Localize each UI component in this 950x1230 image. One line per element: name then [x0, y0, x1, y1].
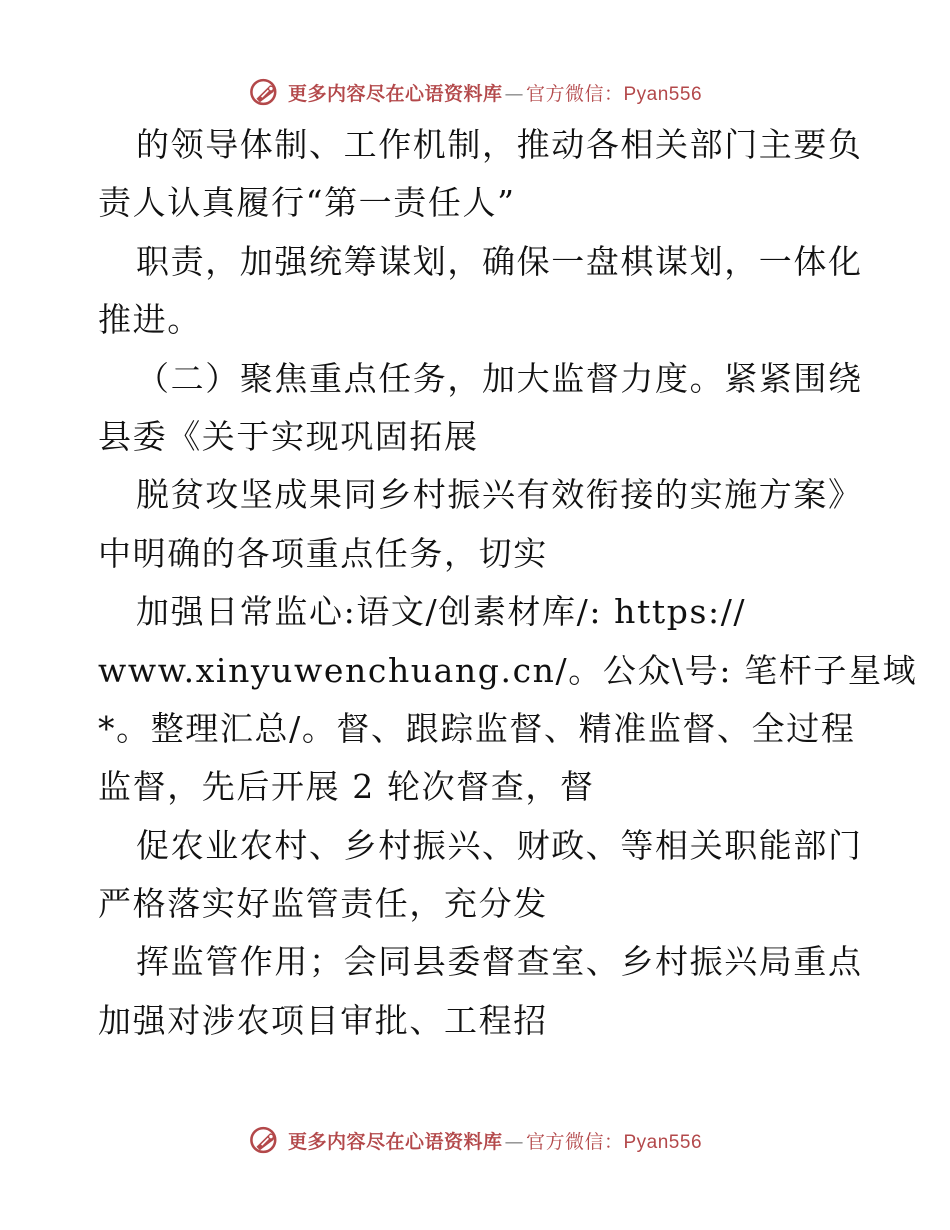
- header-separator: —: [504, 82, 524, 105]
- footer-watermark-banner: [0, 1120, 950, 1160]
- footer-banner-text: [288, 1127, 702, 1154]
- footer-wechat-id: Pyan556: [623, 1131, 703, 1153]
- footer-brand-text: 更多内容尽在心语资料库: [287, 1130, 503, 1153]
- header-banner-text: [288, 79, 702, 106]
- pen-nib-logo-icon: [248, 1123, 282, 1157]
- body-line: 监督，先后开展 2 轮次督查，督: [98, 767, 595, 807]
- body-line: 严格落实好监管责任，充分发: [98, 884, 548, 924]
- header-banner-inner: [248, 75, 702, 109]
- header-wechat-id: Pyan556: [623, 83, 703, 105]
- footer-contact-label: 官方微信：: [525, 1130, 624, 1153]
- body-line: 挥监管作用；会同县委督查室、乡村振兴局重点: [136, 942, 863, 982]
- body-line: 责人认真履行“第一责任人”: [98, 183, 516, 223]
- body-line: 的领导体制、工作机制，推动各相关部门主要负: [136, 125, 863, 164]
- footer-separator: —: [504, 1130, 524, 1153]
- body-line: 职责，加强统筹谋划，确保一盘棋谋划，一体化: [136, 241, 863, 281]
- body-line: 推进。: [98, 300, 202, 340]
- body-line: 脱贫攻坚成果同乡村振兴有效衔接的实施方案》: [136, 475, 863, 515]
- body-line: www.xinyuwenchuang.cn/。公众\号: 笔杆子星域: [98, 650, 918, 690]
- header-brand-text: 更多内容尽在心语资料库: [287, 82, 503, 105]
- pen-nib-logo-icon: [248, 75, 282, 109]
- body-line: 加强对涉农项目审批、工程招: [98, 1000, 548, 1040]
- body-line: *。整理汇总/。督、跟踪监督、精准监督、全过程: [98, 708, 856, 748]
- document-body: [98, 116, 918, 1050]
- body-line: 加强日常监心:语文/创素材库/: https://: [136, 592, 747, 632]
- header-watermark-banner: [0, 72, 950, 112]
- body-line: （二）聚焦重点任务，加大监督力度。紧紧围绕: [136, 358, 863, 398]
- footer-banner-inner: [248, 1123, 702, 1157]
- body-line: 中明确的各项重点任务，切实: [98, 533, 548, 573]
- header-contact-label: 官方微信：: [525, 82, 624, 105]
- body-line: 县委《关于实现巩固拓展: [98, 416, 479, 456]
- body-line: 促农业农村、乡村振兴、财政、等相关职能部门: [136, 825, 863, 865]
